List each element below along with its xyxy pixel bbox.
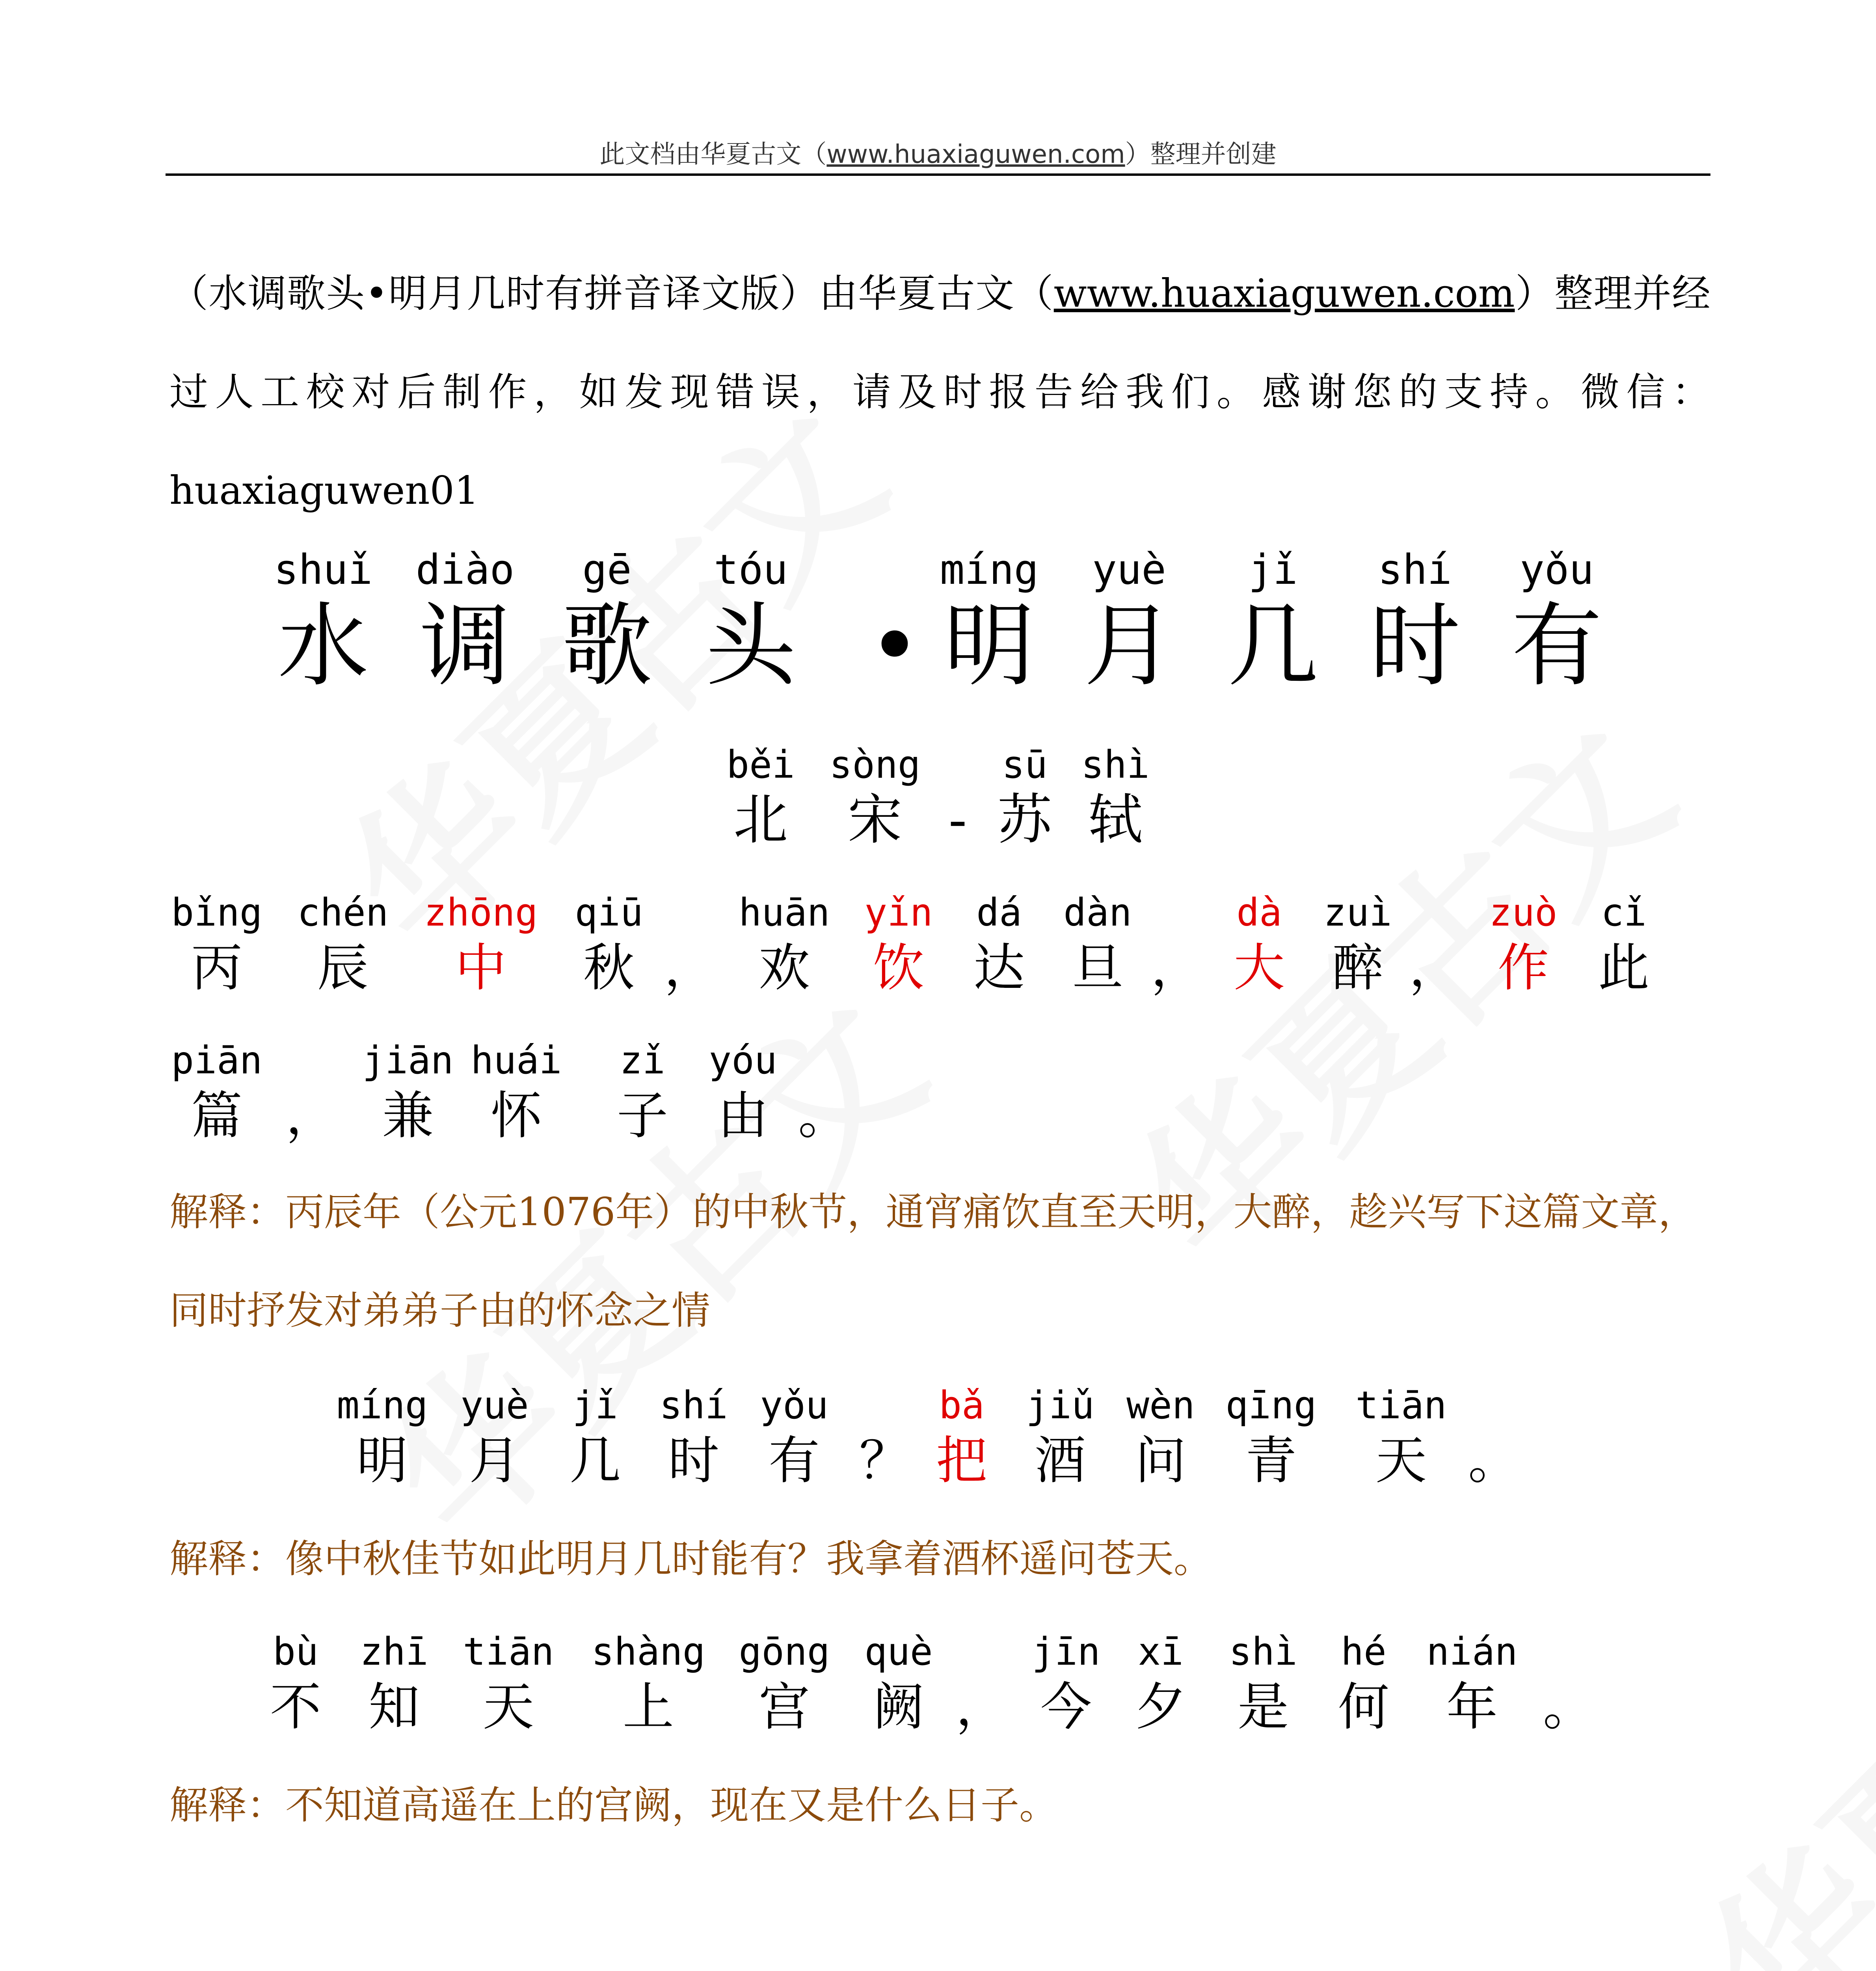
pinyin: hé	[1341, 1630, 1387, 1674]
pinyin: dàn	[1063, 890, 1132, 935]
ruby-char	[449, 1628, 568, 1738]
hanzi: 明	[944, 594, 1035, 699]
hanzi: 宋	[847, 788, 902, 851]
ruby-char	[422, 889, 540, 999]
hanzi: 饮	[873, 938, 924, 998]
pinyin: bǎ	[939, 1383, 985, 1427]
hanzi: 酒	[1034, 1431, 1086, 1490]
explanation-3: 解释：不知道高遥在上的宫阙，现在又是什么日子。	[169, 1783, 1058, 1828]
hanzi: 水	[277, 594, 368, 699]
hanzi: 怀	[490, 1086, 542, 1146]
hanzi: 今	[1040, 1677, 1092, 1737]
pinyin: diào	[415, 546, 515, 594]
ruby-char	[542, 544, 672, 698]
pinyin: běi	[726, 743, 795, 787]
pinyin: shuǐ	[274, 546, 373, 594]
pinyin: tóu	[714, 546, 788, 594]
intro-paragraph	[169, 244, 1710, 540]
pinyin: yǒu	[1520, 546, 1594, 594]
hanzi: 几	[569, 1431, 621, 1490]
hanzi: 上	[622, 1677, 674, 1737]
ruby-char	[258, 544, 388, 698]
pinyin: tiān	[463, 1630, 554, 1674]
ruby-char	[1212, 1382, 1330, 1492]
pinyin: shì	[1081, 743, 1150, 787]
pinyin: tiān	[1355, 1383, 1447, 1427]
ruby-char	[349, 1037, 467, 1147]
pinyin: shí	[659, 1383, 728, 1427]
ruby-char	[1435, 1382, 1553, 1492]
pinyin	[1435, 1382, 1553, 1429]
hanzi: ，	[1150, 938, 1202, 998]
ruby-char	[765, 1037, 883, 1147]
hanzi: 。	[1468, 1431, 1519, 1490]
hanzi: 年	[1446, 1677, 1498, 1737]
pinyin: sòng	[829, 743, 921, 787]
hanzi: 知	[368, 1677, 420, 1737]
hanzi: 月	[469, 1431, 520, 1490]
ruby-char	[158, 889, 276, 999]
hanzi: 天	[1375, 1431, 1427, 1490]
ruby-char	[1060, 741, 1171, 851]
pinyin: zhōng	[424, 890, 538, 935]
pinyin: yóu	[709, 1038, 777, 1082]
hanzi: 月	[1083, 594, 1174, 699]
pinyin: sū	[1002, 743, 1048, 787]
hanzi: -	[948, 788, 967, 851]
ruby-char	[323, 1382, 441, 1492]
hanzi: 天	[482, 1677, 534, 1737]
ruby-char	[1350, 544, 1480, 698]
pinyin: dà	[1236, 890, 1282, 935]
pinyin	[1509, 1628, 1628, 1675]
pinyin: bǐng	[171, 890, 262, 935]
hanzi: 轼	[1088, 788, 1143, 851]
explanation-1: 解释：丙辰年（公元1076年）的中秋节，通宵痛饮直至天明，大醉，趁兴写下这篇文章，同时抒发对弟弟子由的怀念之情	[169, 1190, 1697, 1333]
hanzi: ，	[664, 938, 715, 998]
hanzi: 问	[1135, 1431, 1186, 1490]
pinyin: shàng	[591, 1630, 705, 1674]
hanzi: 青	[1245, 1431, 1297, 1490]
hanzi: 旦	[1072, 938, 1123, 998]
pinyin: nián	[1426, 1630, 1518, 1674]
hanzi: 由	[717, 1086, 769, 1146]
pinyin: yǐn	[864, 890, 933, 935]
pinyin: jǐ	[1248, 546, 1298, 594]
pinyin	[765, 1037, 883, 1084]
ruby-char	[1492, 544, 1622, 698]
hanzi: •	[868, 594, 921, 699]
ruby-char	[400, 544, 530, 698]
pinyin: huān	[739, 890, 830, 935]
ruby-char	[924, 544, 1054, 698]
hanzi: 苏	[997, 788, 1052, 851]
ruby-char	[1208, 544, 1338, 698]
hanzi: 辰	[317, 938, 368, 998]
pinyin: bù	[273, 1630, 318, 1674]
hanzi: 欢	[758, 938, 810, 998]
pinyin: dá	[976, 890, 1022, 935]
hanzi: 何	[1338, 1677, 1389, 1737]
pinyin: què	[864, 1630, 933, 1674]
pinyin: wèn	[1126, 1383, 1195, 1427]
ruby-char	[589, 1628, 707, 1738]
pinyin: míng	[337, 1383, 428, 1427]
pinyin: jīn	[1032, 1630, 1100, 1674]
pinyin: cǐ	[1601, 890, 1647, 935]
hanzi: 有	[1511, 594, 1602, 699]
hanzi: 。	[798, 1086, 849, 1146]
ruby-char	[284, 889, 402, 999]
hanzi: 是	[1237, 1677, 1289, 1737]
ruby-char	[1305, 1628, 1423, 1738]
ruby-char	[457, 1037, 575, 1147]
hanzi: 宫	[758, 1677, 810, 1737]
intro-text-2: ）整理并经过人工校对后制作，如发现错误，请及时报告给我们。感谢您的支持。微信：huaxiaguwen01	[169, 271, 1710, 513]
hanzi: 把	[936, 1431, 987, 1490]
pinyin: shí	[1378, 546, 1452, 594]
pinyin: qīng	[1225, 1383, 1317, 1427]
intro-link[interactable]: www.huaxiaguwen.com	[1053, 271, 1515, 316]
hanzi: 此	[1598, 938, 1649, 998]
pinyin: xī	[1138, 1630, 1184, 1674]
pinyin: yuè	[460, 1383, 529, 1427]
pinyin: yuè	[1092, 546, 1166, 594]
pinyin: jǐ	[572, 1383, 618, 1427]
hanzi: 夕	[1135, 1677, 1186, 1737]
ruby-char	[1565, 889, 1683, 999]
pinyin: jiǔ	[1026, 1383, 1094, 1427]
hanzi: 兼	[382, 1086, 434, 1146]
hanzi: 醉	[1332, 938, 1383, 998]
hanzi: 明	[356, 1431, 408, 1490]
header-link[interactable]: www.huaxiaguwen.com	[826, 140, 1125, 169]
hanzi: 大	[1233, 938, 1285, 998]
pinyin: zǐ	[620, 1038, 665, 1082]
hanzi: 几	[1227, 594, 1318, 699]
hanzi: 。	[1543, 1677, 1594, 1737]
hanzi: ，	[1409, 938, 1460, 998]
intro-text-1: （水调歌头•明月几时有拼音译文版）由华夏古文（	[169, 271, 1054, 316]
pinyin: piān	[171, 1038, 262, 1082]
hanzi: 时	[668, 1431, 719, 1490]
explanation-2: 解释：像中秋佳节如此明月几时能有？我拿着酒杯遥问苍天。	[169, 1537, 1213, 1582]
hanzi: 头	[705, 594, 796, 699]
hanzi: 歌	[561, 594, 652, 699]
hanzi: 达	[973, 938, 1025, 998]
hanzi: ？	[859, 1431, 910, 1490]
header-prefix: 此文档由华夏古文（	[599, 140, 827, 169]
hanzi: 有	[768, 1431, 820, 1490]
hanzi: 秋	[583, 938, 635, 998]
ruby-char	[1102, 1628, 1220, 1738]
ruby-char	[1509, 1628, 1628, 1738]
hanzi: 阙	[873, 1677, 924, 1737]
hanzi: 时	[1369, 594, 1460, 699]
pinyin: jiān	[362, 1038, 454, 1082]
hanzi: 中	[455, 938, 506, 998]
hanzi: 子	[616, 1086, 668, 1146]
pinyin: zhī	[360, 1630, 428, 1674]
header-suffix: ）整理并创建	[1125, 140, 1277, 169]
hanzi: ，	[955, 1677, 1007, 1737]
pinyin: gōng	[739, 1630, 830, 1674]
hanzi: 丙	[191, 938, 242, 998]
pinyin: chén	[297, 890, 389, 935]
ruby-char	[725, 1628, 843, 1738]
pinyin: gē	[582, 546, 632, 594]
hanzi: 调	[419, 594, 510, 699]
pinyin: huái	[471, 1038, 562, 1082]
pinyin: míng	[940, 546, 1039, 594]
pinyin: zuò	[1489, 890, 1558, 935]
ruby-char	[1064, 544, 1194, 698]
hanzi: 不	[270, 1677, 321, 1737]
ruby-char	[686, 544, 816, 698]
header-divider	[166, 173, 1710, 176]
pinyin: qiū	[575, 890, 643, 935]
ruby-char	[725, 889, 843, 999]
pinyin: shì	[1229, 1630, 1297, 1674]
ruby-char	[705, 741, 816, 851]
page-header	[166, 134, 1710, 170]
hanzi: 篇	[191, 1086, 242, 1146]
ruby-char	[335, 1628, 453, 1738]
hanzi: ，	[285, 1086, 337, 1146]
hanzi: 作	[1497, 938, 1549, 998]
pinyin: yǒu	[760, 1383, 828, 1427]
ruby-char	[1102, 1382, 1220, 1492]
pinyin: zuì	[1323, 890, 1392, 935]
hanzi: 北	[733, 788, 788, 851]
